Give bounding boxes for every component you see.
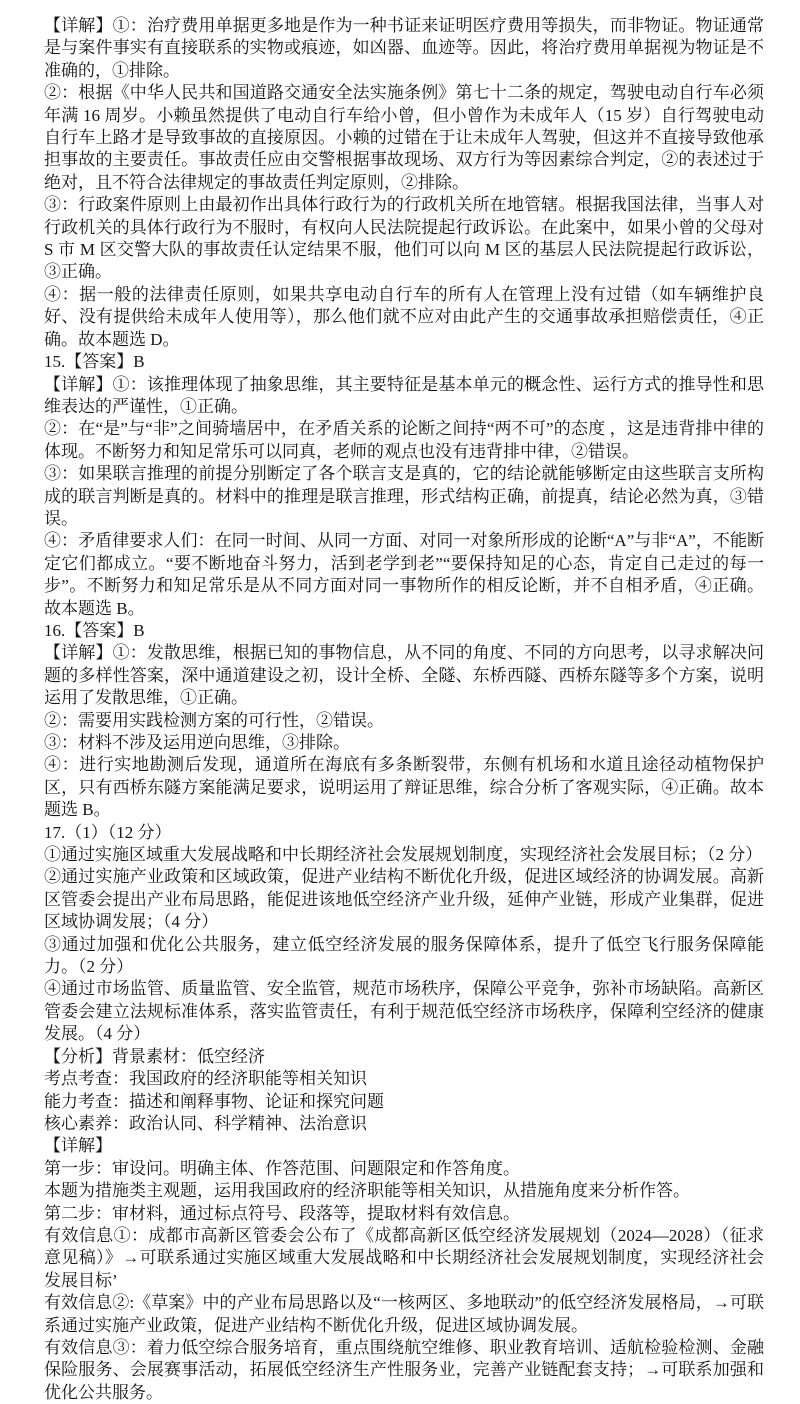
- q17-analysis-suyang: 核心素养：政治认同、科学精神、法治意识: [44, 1113, 367, 1133]
- q17-detail-info3: 有效信息③：着力低空综合服务培育，重点围绕航空维修、职业教育培训、适航检验检测、金融保险服务、会展赛事活动，拓展低空经济生产性服务业，完善产业链配套支持；→可联系加强和优化公共服务。: [44, 1337, 764, 1402]
- q16-detail-point1: 【详解】①：发散思维，根据已知的事物信息，从不同的角度、不同的方向思考，以寻求解决问题的多样性答案，深中通道建设之初，设计全桥、全隧、东桥西隧、西桥东隧等多个方案，说明运用了发散思维，①正确。: [44, 643, 764, 708]
- q17-detail-header: 【详解】: [44, 1136, 112, 1156]
- q17-analysis-kaodian: 考点考查：我国政府的经济职能等相关知识: [44, 1069, 367, 1089]
- q17-answer-point2: ②通过实施产业政策和区域政策，促进产业结构不断优化升级，促进区域经济的协调发展。高新区管委会提出产业布局思路，能促进该地低空经济产业升级，延伸产业链，形成产业集群，促进区域协调发展；（4 分）: [44, 867, 764, 932]
- q17-answer-point4: ④通过市场监管、质量监管、安全监管，规范市场秩序，保障公平竞争，弥补市场缺陷。高新区管委会建立法规标准体系，落实监管责任，有利于规范低空经济市场秩序，保障利空经济的健康发展。（4 分）: [44, 979, 764, 1044]
- q15-detail-point1: 【详解】①：该推理体现了抽象思维，其主要特征是基本单元的概念性、运行方式的推导性和思维表达的严谨性，①正确。: [44, 374, 764, 416]
- q15-answer-line: 15.【答案】B: [44, 352, 145, 372]
- q17-detail-step2: 第二步：审材料，通过标点符号、段落等，提取材料有效信息。: [44, 1203, 520, 1223]
- q17-detail-step1: 第一步：审设问。明确主体、作答范围、问题限定和作答角度。: [44, 1158, 520, 1178]
- q17-header-line: 17.（1）（12 分）: [44, 822, 172, 842]
- q14-detail-point2: ②：根据《中华人民共和国道路交通安全法实施条例》第七十二条的规定，驾驶电动自行车必须年满 16 周岁。小赖虽然提供了电动自行车给小曾，但小曾作为未成年人（15 岁）自行驾驶电动自行车上路才是导致事故的直接原因。小赖的过错在于让未成年人驾驶，但这并不直接导致他承担事故的主要责任。事故责任应由交警根据事故现场、双方行为等因素综合判定，②的表述过于绝对，且不符合法律规定的事故责任判定原则，②排除。: [44, 83, 764, 192]
- q15-detail-point2: ②：在“是”与“非”之间骑墙居中，在矛盾关系的论断之间持“两不可”的态度 ，这是违背排中律的体现。不断努力和知足常乐可以同真，老师的观点也没有违背排中律，②错误。: [44, 419, 764, 461]
- q16-answer-line: 16.【答案】B: [44, 620, 145, 640]
- q17-detail-info1: 有效信息①：成都市高新区管委会公布了《成都高新区低空经济发展规划（2024—2028）（征求意见稿）》→可联系通过实施区域重大发展战略和中长期经济社会发展规划制度，实现经济社会发展目标’: [44, 1225, 764, 1290]
- q15-detail-point3: ③：如果联言推理的前提分别断定了各个联言支是真的，它的结论就能够断定由这些联言支所构成的联言判断是真的。材料中的推理是联言推理，形式结构正确，前提真，结论必然为真，③错误。: [44, 464, 764, 528]
- q16-detail-point3: ③：材料不涉及运用逆向思维，③排除。: [44, 733, 350, 752]
- q15-detail-point4: ④：矛盾律要求人们：在同一时间、从同一方面、对同一对象所形成的论断“A”与非“A”，不能断定它们都成立。“要不断地奋斗努力，活到老学到老”“要保持知足的心态，肯定自己走过的每一步”。不断努力和知足常乐是从不同方面对同一事物所作的相反论断，并不自相矛盾，④正确。故本题选 B。: [44, 531, 764, 618]
- q14-detail-point4: ④：据一般的法律责任原则，如果共享电动自行车的所有人在管理上没有过错（如车辆维护良好、没有提供给未成年人使用等），那么他们就不应对由此产生的交通事故承担赔偿责任，④正确。故本题选 D。: [44, 284, 764, 349]
- q14-detail-point3: ③：行政案件原则上由最初作出具体行政行为的行政机关所在地管辖。根据我国法律，当事人对行政机关的具体行政行为不服时，有权向人民法院提起行政诉讼。在此案中，如果小曾的父母对 S 市 M 区交警大队的事故责任认定结果不服，他们可以向 M 区的基层人民法院提起行政诉讼，③正确。: [44, 195, 764, 282]
- q17-analysis-material: 【分析】背景素材：低空经济: [44, 1046, 265, 1066]
- q16-detail-point4: ④：进行实地勘测后发现，通道所在海底有多条断裂带，东侧有机场和水道且途径动植物保护区，只有西桥东隧方案能满足要求，说明运用了辩证思维，综合分析了客观实际，④正确。故本题选 B。: [44, 755, 764, 820]
- q14-detail-point1: 【详解】①：治疗费用单据更多地是作为一种书证来证明医疗费用等损失，而非物证。物证通常是与案件事实有直接联系的实物或痕迹，如凶器、血迹等。因此，将治疗费用单据视为物证是不准确的，①排除。: [44, 16, 764, 80]
- q16-detail-point2: ②：需要用实践检测方案的可行性，②错误。: [44, 710, 384, 730]
- q17-detail-step1-note: 本题为措施类主观题，运用我国政府的经济职能等相关知识，从措施角度来分析作答。: [44, 1181, 690, 1201]
- q17-analysis-nengli: 能力考查：描述和阐释事物、论证和探究问题: [44, 1091, 384, 1111]
- document-body: [44, 15, 764, 1404]
- q17-detail-info2: 有效信息②:《草案》中的产业布局思路以及“一核两区、多地联动”的低空经济发展格局，→可联系通过实施产业政策，促进产业结构不断优化升级，促进区域协调发展。: [44, 1293, 764, 1335]
- q17-answer-point3: ③通过加强和优化公共服务，建立低空经济发展的服务保障体系，提升了低空飞行服务保障能力。（2 分）: [44, 934, 764, 977]
- q17-answer-point1: ①通过实施区域重大发展战略和中长期经济社会发展规划制度，实现经济社会发展目标；（2 分）: [44, 845, 763, 865]
